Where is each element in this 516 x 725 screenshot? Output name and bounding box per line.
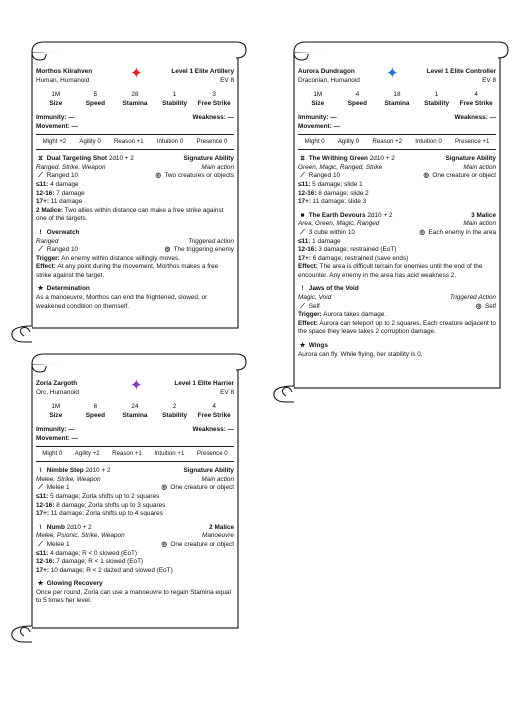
stat-free-strike: 4 Free Strike (459, 91, 493, 107)
divider (298, 134, 496, 135)
agility: Agility +2 (74, 449, 100, 457)
immunity: Immunity: — (36, 426, 75, 434)
tier-1: ≤11: 4 damage (36, 180, 79, 188)
tier-3: 17+: 6 damage; restrained (save ends) (298, 254, 409, 262)
ability-keywords: Ranged (36, 237, 59, 245)
tier-2: 12-16: 3 damage; restrained (EoT) (298, 246, 397, 254)
ability-target: One creature or object (432, 172, 496, 180)
tier-2: 12-16: 7 damage; R < 1 slowed (EoT) (36, 558, 144, 566)
reason: Reason +1 (112, 449, 142, 457)
immunity-weakness-row (298, 114, 496, 123)
stat-row (36, 403, 234, 420)
might: Might 0 (42, 449, 63, 457)
distance-icon: ⟋ (300, 172, 305, 180)
target-icon: ◎ (161, 484, 167, 492)
ability-tag: 3 Malice (471, 211, 496, 219)
characteristics-row (36, 449, 234, 460)
target-icon: ◎ (475, 302, 482, 310)
stat-size: 1M Size (49, 91, 63, 107)
ability-tag: 2 Malice (209, 523, 234, 531)
creature-ancestry: Draconian, Humanoid (298, 76, 360, 84)
stat-stamina: 28 Stamina (122, 91, 148, 107)
target-icon: ◎ (423, 172, 429, 180)
immunity: Immunity: — (298, 114, 337, 122)
divider (298, 149, 496, 150)
divider (36, 446, 234, 447)
might: Might +2 (42, 137, 67, 145)
encounter-value: EV 8 (482, 76, 496, 84)
tier-3: 17+: 11 damage; Zorla shifts up to 4 squares (36, 510, 163, 518)
exclamation-icon: ! (39, 228, 42, 236)
trait-wings (298, 342, 496, 359)
ability-keywords: Ranged, Strike, Weapon (36, 163, 106, 171)
stat-stamina: 18 Stamina (384, 91, 410, 107)
ability-name: Dual Targeting Shot (46, 155, 108, 163)
immunity: Immunity: — (36, 114, 75, 122)
stat-free-strike: 3 Free Strike (197, 91, 231, 107)
target-icon: ◎ (419, 228, 425, 236)
characteristics-row (36, 137, 234, 148)
ability-name: Nimble Step (46, 467, 84, 475)
statblock-scroll-morthos (10, 40, 246, 342)
target-icon: ◎ (155, 172, 161, 180)
intuition: Intuition 0 (156, 137, 184, 145)
ability-name: Overwatch (46, 228, 80, 236)
target-icon: ◎ (164, 246, 171, 254)
ability-keywords: Melee, Strike, Weapon (36, 475, 101, 483)
tier-3: 17+: 11 damage (36, 198, 83, 206)
ability-action: Main action (201, 163, 234, 171)
compass-star-icon: ✦ (130, 377, 143, 394)
stat-stamina: 24 Stamina (122, 403, 148, 419)
level-role: Level 1 Elite Controller (426, 68, 496, 75)
creature-name: Zorla Zargoth (36, 380, 78, 387)
ability-action: Main action (463, 163, 496, 171)
statblock-scroll-aurora (272, 40, 508, 402)
star-icon: ★ (37, 285, 44, 293)
intuition: Intuition +1 (154, 449, 185, 457)
ability-action: Main action (201, 475, 234, 483)
ability-keywords: Green, Magic, Ranged, Strike (298, 163, 383, 171)
ability-tag: Signature Ability (445, 155, 496, 163)
stat-speed: 4 Speed (347, 91, 367, 107)
stat-speed: 6 Speed (85, 403, 105, 419)
tier-3: 17+: 11 damage; slide 3 (298, 198, 367, 206)
ability-distance: Ranged 10 (308, 172, 341, 180)
presence: Presence 0 (196, 449, 228, 457)
tier-2: 12-16: 8 damage; Zorla shifts up to 3 squares (36, 501, 166, 509)
statblock-card (36, 65, 234, 311)
ability-distance: Ranged 10 (46, 172, 79, 180)
trait-determination (36, 285, 234, 311)
tier-1: ≤11: 4 damage; R < 0 slowed (EoT) (36, 549, 138, 557)
stat-size: 1M Size (311, 91, 325, 107)
ability-target: One creature or object (170, 484, 234, 492)
distance-icon: ⟋ (300, 302, 305, 310)
tier-1: ≤11: 1 damage (298, 237, 341, 245)
creature-ancestry: Human, Humanoid (36, 76, 90, 84)
trait-text: Once per round, Zorla can use a manoeuvre to regain Stamina equal to 5 times her level. (36, 588, 232, 605)
statblock-card (36, 377, 234, 606)
effect: Effect: At any point during the movement, Morthos makes a free strike against the target. (36, 263, 219, 279)
ability-overwatch (36, 229, 234, 281)
statblock-scroll-zorla (10, 352, 246, 642)
ability-target: The triggering enemy (173, 246, 234, 254)
compass-star-icon: ✦ (386, 65, 399, 82)
ability-target: Two creatures or objects (164, 172, 234, 180)
distance-icon: ⟋ (300, 228, 305, 236)
reason: Reason +2 (372, 137, 403, 145)
star-icon: ★ (37, 580, 44, 588)
ability-dual-targeting-shot (36, 155, 234, 224)
ability-action: Manoeuvre (202, 532, 234, 540)
reason: Reason +1 (113, 137, 144, 145)
distance-icon: ⟋ (38, 484, 43, 492)
tier-3: 17+: 10 damage; R < 2 dazed and slowed (EoT) (36, 566, 173, 574)
ability-tag: Signature Ability (183, 155, 234, 163)
ability-roll: 2d10 + 2 (108, 155, 134, 163)
ability-name: Numb (46, 523, 65, 531)
tier-1: ≤11: 5 damage; Zorla shifts up to 2 squares (36, 492, 160, 500)
trigger: Trigger: An enemy within distance willingly moves. (36, 254, 180, 262)
distance-icon: ⟋ (38, 540, 43, 548)
ability-target: Self (484, 302, 496, 310)
weakness: Weakness: — (192, 426, 234, 434)
immunity-weakness-row (36, 426, 234, 435)
ability-action: Main action (463, 220, 496, 228)
level-role: Level 1 Elite Harrier (174, 380, 234, 387)
ability-distance: Ranged 10 (46, 246, 79, 254)
ability-jaws-of-the-void (298, 285, 496, 337)
presence: Presence 0 (196, 137, 228, 145)
agility: Agility 0 (79, 137, 101, 145)
movement: Movement: — (36, 122, 78, 130)
ability-action: Triggered Action (449, 294, 496, 302)
star-icon: ★ (299, 342, 306, 350)
ability-distance: Self (308, 302, 320, 310)
level-role: Level 1 Elite Artillery (171, 68, 234, 75)
stat-size: 1M Size (49, 403, 63, 419)
stat-row (298, 91, 496, 108)
trait-name: Wings (308, 342, 328, 350)
ability-earth-devours (298, 212, 496, 281)
ability-keywords: Melee, Psionic, Strike, Weapon (36, 532, 125, 540)
sword-icon: \ (39, 467, 42, 475)
creature-name: Morthos Kilrahven (36, 68, 93, 75)
weakness: Weakness: — (192, 114, 234, 122)
divider (36, 134, 234, 135)
ability-name: The Writhing Green (308, 155, 368, 163)
stat-speed: 5 Speed (85, 91, 105, 107)
stat-free-strike: 4 Free Strike (197, 403, 231, 419)
ability-nimble-step (36, 467, 234, 519)
trait-glowing-recovery (36, 580, 234, 606)
weakness: Weakness: — (454, 114, 496, 122)
agility: Agility 0 (337, 137, 360, 145)
effect: Effect: The area is difficult terrain for enemies until the end of the encounter. Any enemy in the area has acid weakness 2. (298, 263, 483, 279)
ability-action: Triggered action (188, 237, 234, 245)
compass-star-icon: ✦ (130, 65, 143, 82)
dual-arrows-icon: ⧖ (300, 155, 305, 163)
might: Might 0 (304, 137, 325, 145)
divider (36, 461, 234, 462)
tier-2: 12-16: 7 damage (36, 189, 85, 197)
stat-stability: 1 Stability (424, 91, 449, 107)
trigger: Trigger: Aurora takes damage. (298, 311, 387, 319)
stat-row (36, 91, 234, 108)
ability-distance: 3 cube within 10 (308, 228, 355, 236)
immunity-weakness-row (36, 114, 234, 123)
creature-ancestry: Orc, Humanoid (36, 388, 79, 396)
stat-stability: 1 Stability (162, 91, 187, 107)
ability-name: Jaws of the Void (308, 285, 359, 293)
ability-roll: 2d10 + 2 (66, 523, 92, 531)
trait-name: Glowing Recovery (46, 580, 103, 588)
ability-distance: Melee 1 (46, 540, 70, 548)
movement: Movement: — (298, 122, 340, 130)
ability-roll: 2d10 + 2 (369, 155, 395, 163)
ability-target: Each enemy in the area (428, 228, 496, 236)
encounter-value: EV 8 (220, 388, 234, 396)
ability-roll: 2d10 + 2 (367, 211, 393, 219)
trait-text: Aurora can fly. While flying, her stability is 0. (298, 350, 423, 358)
ability-keywords: Area, Green, Magic, Ranged (298, 220, 380, 228)
ability-tag: Signature Ability (183, 467, 234, 475)
ability-roll: 2d10 + 2 (85, 467, 111, 475)
ability-writhing-green (298, 155, 496, 207)
distance-icon: ⟋ (38, 246, 43, 254)
exclamation-icon: ! (301, 285, 304, 293)
tier-2: 12-16: 8 damage; slide 2 (298, 189, 369, 197)
target-icon: ◎ (161, 540, 167, 548)
presence: Presence +1 (454, 137, 490, 145)
divider (36, 149, 234, 150)
ability-distance: Melee 1 (46, 484, 70, 492)
dual-arrows-icon: ⧖ (38, 155, 43, 163)
tier-1: ≤11: 5 damage; slide 1 (298, 180, 363, 188)
trait-name: Determination (46, 285, 90, 293)
characteristics-row (298, 137, 496, 148)
ability-target: One creature or object (170, 540, 234, 548)
distance-icon: ⟋ (38, 172, 43, 180)
statblock-card (298, 65, 496, 359)
ability-keywords: Magic, Void (298, 294, 332, 302)
malice-effect: 2 Malice: Two allies within distance can make a free strike against one of the targets. (36, 206, 224, 223)
movement: Movement: — (36, 434, 78, 442)
ability-name: The Earth Devours (308, 211, 366, 219)
square-icon: ■ (300, 211, 305, 219)
ability-numb (36, 524, 234, 576)
encounter-value: EV 8 (220, 76, 234, 84)
intuition: Intuition 0 (415, 137, 442, 145)
stat-stability: 2 Stability (162, 403, 187, 419)
trait-text: As a manoeuvre, Morthos can end the frightened, slowed, or weakened condition on themself. (36, 294, 208, 310)
effect: Effect: Aurora can teleport up to 2 squares. Each creature adjacent to the space they leave takes 2 corruption damage. (298, 319, 496, 336)
sword-icon: \ (39, 523, 42, 531)
creature-name: Aurora Dundragon (298, 68, 355, 75)
